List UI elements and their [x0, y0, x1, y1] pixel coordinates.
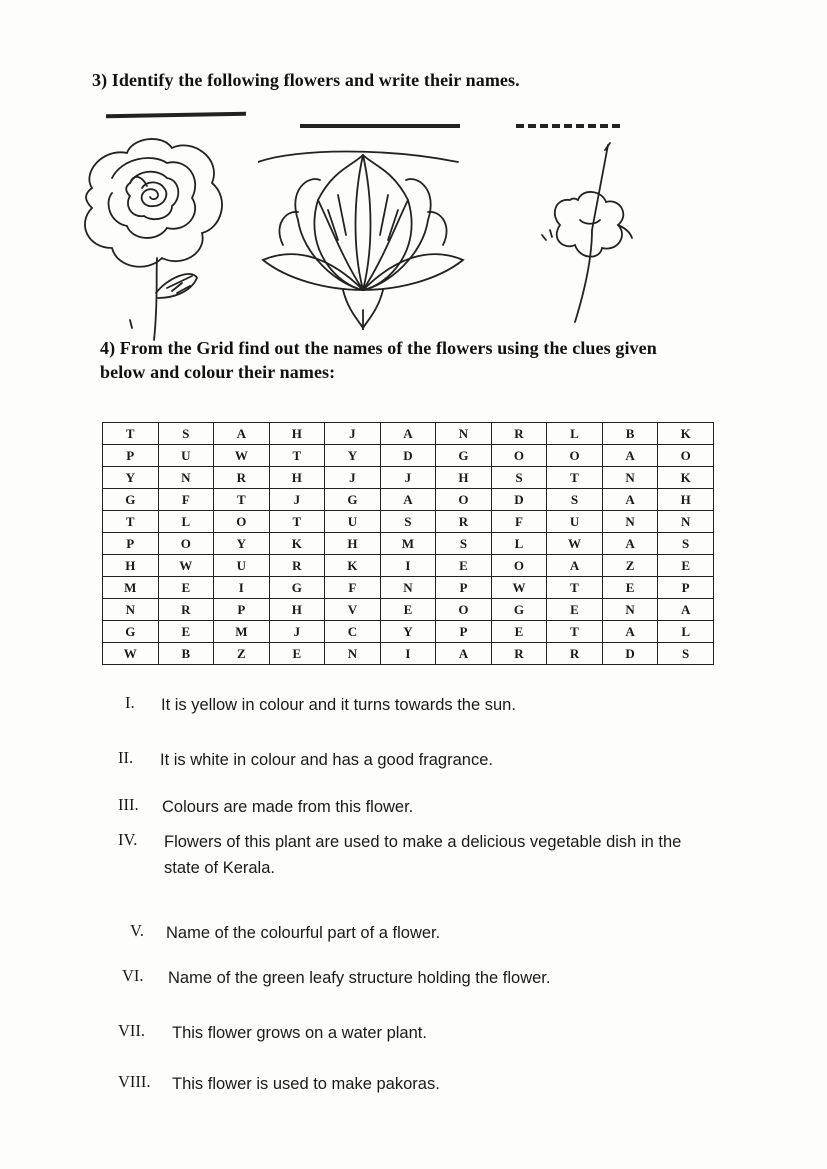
answer-line-3[interactable] — [516, 124, 620, 128]
grid-cell[interactable]: K — [325, 555, 381, 577]
grid-cell[interactable]: R — [158, 599, 214, 621]
clue-text: Name of the colourful part of a flower. — [166, 924, 441, 942]
grid-cell[interactable]: U — [547, 511, 603, 533]
grid-cell[interactable]: E — [158, 577, 214, 599]
grid-row — [103, 467, 714, 489]
grid-cell[interactable]: G — [103, 489, 159, 511]
grid-cell[interactable]: U — [325, 511, 381, 533]
grid-cell[interactable]: T — [547, 577, 603, 599]
clue-number: IV. — [118, 830, 138, 849]
grid-cell[interactable]: D — [602, 643, 658, 665]
grid-cell[interactable]: J — [380, 467, 436, 489]
grid-cell[interactable]: E — [158, 621, 214, 643]
grid-cell[interactable]: H — [325, 533, 381, 555]
grid-cell[interactable]: A — [658, 599, 714, 621]
grid-cell[interactable]: E — [380, 599, 436, 621]
grid-cell[interactable]: P — [103, 533, 159, 555]
grid-cell[interactable]: P — [658, 577, 714, 599]
grid-cell[interactable]: W — [103, 643, 159, 665]
grid-cell[interactable]: K — [269, 533, 325, 555]
grid-cell[interactable]: T — [214, 489, 270, 511]
grid-row — [103, 643, 714, 665]
grid-cell[interactable]: B — [602, 423, 658, 445]
grid-cell[interactable]: J — [325, 423, 381, 445]
grid-cell[interactable]: F — [491, 511, 547, 533]
grid-cell[interactable]: Y — [103, 467, 159, 489]
grid-cell[interactable]: L — [491, 533, 547, 555]
clue-text: This flower is used to make pakoras. — [172, 1075, 440, 1093]
grid-cell[interactable]: N — [158, 467, 214, 489]
grid-cell[interactable]: N — [103, 599, 159, 621]
grid-cell[interactable]: N — [602, 467, 658, 489]
grid-cell[interactable]: O — [158, 533, 214, 555]
grid-cell[interactable]: H — [269, 467, 325, 489]
rose-icon — [72, 128, 232, 343]
grid-cell[interactable]: M — [214, 621, 270, 643]
grid-row — [103, 555, 714, 577]
grid-cell[interactable]: N — [658, 511, 714, 533]
grid-cell[interactable]: H — [269, 423, 325, 445]
grid-cell[interactable]: T — [547, 621, 603, 643]
grid-cell[interactable]: T — [103, 423, 159, 445]
grid-cell[interactable]: S — [436, 533, 492, 555]
grid-cell[interactable]: P — [103, 445, 159, 467]
grid-cell[interactable]: W — [491, 577, 547, 599]
grid-cell[interactable]: R — [491, 643, 547, 665]
clue-number: III. — [118, 795, 139, 814]
grid-cell[interactable]: G — [325, 489, 381, 511]
clue-text: Colours are made from this flower. — [162, 798, 414, 816]
grid-cell[interactable]: O — [491, 555, 547, 577]
grid-cell[interactable]: F — [158, 489, 214, 511]
grid-cell[interactable]: F — [325, 577, 381, 599]
question-3-title: 3) Identify the following flowers and write their names. — [92, 70, 520, 90]
clue-text-continued: state of Kerala. — [164, 859, 275, 877]
grid-row — [103, 423, 714, 445]
clue-number: VIII. — [118, 1072, 151, 1091]
grid-cell[interactable]: E — [436, 555, 492, 577]
grid-cell[interactable]: W — [214, 445, 270, 467]
grid-cell[interactable]: P — [436, 621, 492, 643]
grid-cell[interactable]: P — [214, 599, 270, 621]
grid-cell[interactable]: K — [658, 423, 714, 445]
grid-cell[interactable]: D — [491, 489, 547, 511]
clue-number: V. — [130, 921, 144, 940]
grid-cell[interactable]: M — [380, 533, 436, 555]
grid-row — [103, 599, 714, 621]
grid-row — [103, 533, 714, 555]
grid-cell[interactable]: U — [214, 555, 270, 577]
grid-cell[interactable]: N — [602, 511, 658, 533]
grid-cell[interactable]: U — [158, 445, 214, 467]
grid-cell[interactable]: O — [436, 599, 492, 621]
grid-row — [103, 445, 714, 467]
grid-cell[interactable]: S — [547, 489, 603, 511]
grid-cell[interactable]: O — [491, 445, 547, 467]
clue-number: II. — [118, 748, 134, 767]
grid-cell[interactable]: S — [658, 643, 714, 665]
grid-cell[interactable]: J — [269, 621, 325, 643]
grid-cell[interactable]: P — [436, 577, 492, 599]
grid-cell[interactable]: O — [214, 511, 270, 533]
clue-text: Flowers of this plant are used to make a delicious vegetable dish in the — [164, 833, 682, 851]
grid-cell[interactable]: A — [380, 423, 436, 445]
grid-cell[interactable]: T — [269, 445, 325, 467]
grid-cell[interactable]: N — [436, 423, 492, 445]
grid-cell[interactable]: G — [269, 577, 325, 599]
grid-cell[interactable]: H — [103, 555, 159, 577]
grid-cell[interactable]: L — [158, 511, 214, 533]
grid-cell[interactable]: V — [325, 599, 381, 621]
grid-cell[interactable]: A — [214, 423, 270, 445]
grid-cell[interactable]: Y — [380, 621, 436, 643]
clue-text: It is white in colour and has a good fragrance. — [160, 751, 493, 769]
grid-cell[interactable]: R — [214, 467, 270, 489]
grid-cell[interactable]: N — [602, 599, 658, 621]
grid-cell[interactable]: K — [658, 467, 714, 489]
grid-cell[interactable]: L — [658, 621, 714, 643]
grid-cell[interactable]: D — [380, 445, 436, 467]
grid-cell[interactable]: S — [658, 533, 714, 555]
grid-cell[interactable]: W — [547, 533, 603, 555]
lotus-icon — [258, 150, 468, 330]
grid-cell[interactable]: S — [380, 511, 436, 533]
grid-cell[interactable]: S — [158, 423, 214, 445]
word-search-grid[interactable] — [102, 422, 714, 665]
grid-cell[interactable]: R — [436, 511, 492, 533]
grid-cell[interactable]: M — [103, 577, 159, 599]
clue-text: This flower grows on a water plant. — [172, 1024, 427, 1042]
grid-cell[interactable]: A — [547, 555, 603, 577]
grid-cell[interactable]: R — [491, 423, 547, 445]
grid-cell[interactable]: A — [602, 533, 658, 555]
grid-cell[interactable]: G — [491, 599, 547, 621]
grid-cell[interactable]: Z — [602, 555, 658, 577]
grid-cell[interactable]: A — [602, 489, 658, 511]
grid-row — [103, 577, 714, 599]
grid-cell[interactable]: R — [269, 555, 325, 577]
grid-cell[interactable]: O — [658, 445, 714, 467]
clue-number: VI. — [122, 966, 144, 985]
grid-cell[interactable]: Z — [214, 643, 270, 665]
grid-cell[interactable]: E — [269, 643, 325, 665]
answer-line-1[interactable] — [106, 112, 246, 118]
grid-cell[interactable]: E — [491, 621, 547, 643]
grid-cell[interactable]: C — [325, 621, 381, 643]
grid-cell[interactable]: L — [547, 423, 603, 445]
grid-cell[interactable]: T — [103, 511, 159, 533]
grid-cell[interactable]: G — [103, 621, 159, 643]
grid-cell[interactable]: A — [602, 445, 658, 467]
grid-cell[interactable]: J — [325, 467, 381, 489]
grid-cell[interactable]: E — [547, 599, 603, 621]
clue-number: I. — [125, 693, 135, 712]
grid-cell[interactable]: T — [547, 467, 603, 489]
grid-cell[interactable]: I — [380, 643, 436, 665]
grid-cell[interactable]: I — [380, 555, 436, 577]
grid-row — [103, 489, 714, 511]
clue-number: VII. — [118, 1021, 146, 1040]
grid-cell[interactable]: J — [269, 489, 325, 511]
hibiscus-icon — [530, 140, 650, 325]
grid-row — [103, 621, 714, 643]
grid-cell[interactable]: E — [658, 555, 714, 577]
grid-cell[interactable]: O — [547, 445, 603, 467]
grid-cell[interactable]: H — [269, 599, 325, 621]
grid-cell[interactable]: A — [380, 489, 436, 511]
grid-cell[interactable]: T — [269, 511, 325, 533]
grid-cell[interactable]: H — [436, 467, 492, 489]
grid-cell[interactable]: E — [602, 577, 658, 599]
grid-cell[interactable]: O — [436, 489, 492, 511]
grid-cell[interactable]: A — [436, 643, 492, 665]
grid-cell[interactable]: Y — [325, 445, 381, 467]
answer-line-2[interactable] — [300, 124, 460, 128]
grid-cell[interactable]: H — [658, 489, 714, 511]
grid-cell[interactable]: B — [158, 643, 214, 665]
grid-row — [103, 511, 714, 533]
grid-cell[interactable]: G — [436, 445, 492, 467]
grid-cell[interactable]: R — [547, 643, 603, 665]
grid-cell[interactable]: N — [325, 643, 381, 665]
grid-cell[interactable]: N — [380, 577, 436, 599]
grid-cell[interactable]: I — [214, 577, 270, 599]
grid-cell[interactable]: W — [158, 555, 214, 577]
grid-cell[interactable]: Y — [214, 533, 270, 555]
grid-cell[interactable]: S — [491, 467, 547, 489]
question-4-title: 4) From the Grid find out the names of the flowers using the clues given below and colour their names: — [100, 338, 657, 382]
grid-cell[interactable]: A — [602, 621, 658, 643]
clue-text: Name of the green leafy structure holding the flower. — [168, 969, 551, 987]
clue-text: It is yellow in colour and it turns towards the sun. — [161, 696, 516, 714]
